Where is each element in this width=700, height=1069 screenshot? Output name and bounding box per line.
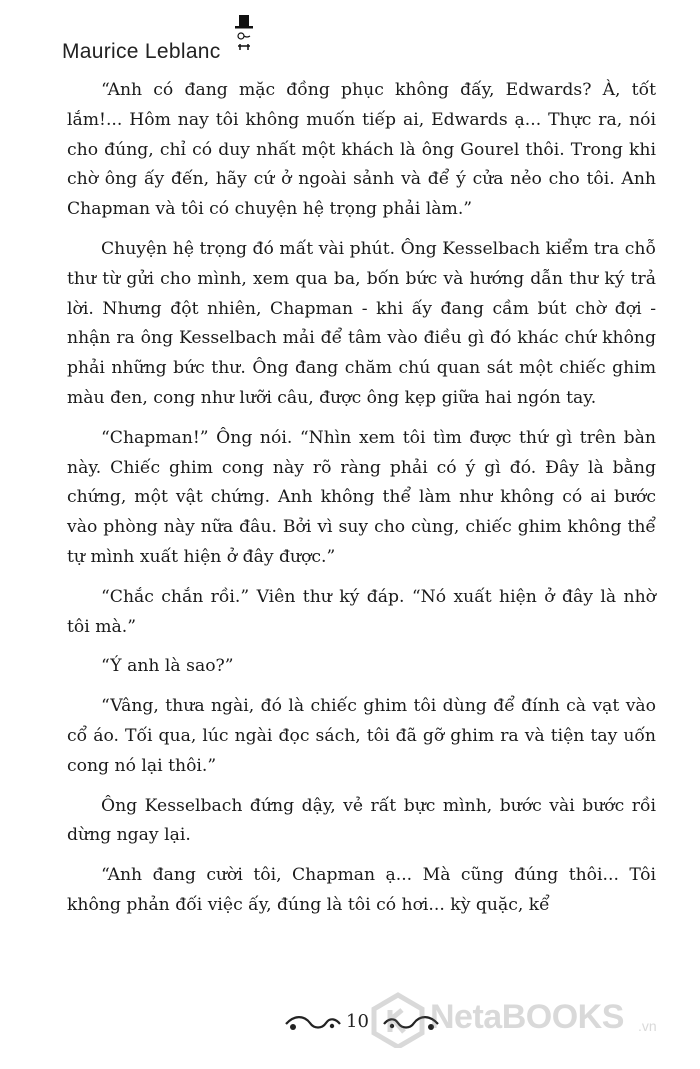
paragraph: “Vâng, thưa ngài, đó là chiếc ghim tôi dùng để đính cà vạt vào cổ áo. Tối qua, lúc ngài đọc sách, tôi đã gỡ ghim ra và tiện tay uốn cong nó lại thôi.” [67, 696, 656, 776]
paragraph: Chuyện hệ trọng đó mất vài phút. Ông Kesselbach kiểm tra chỗ thư từ gửi cho mình, xem qua ba, bốn bức và hướng dẫn thư ký trả lời. Nhưng đột nhiên, Chapman - khi ấy đang cầm bút chờ đợi - nhận ra ông Kesselbach mải để tâm vào điều gì đó khác chứ không phải những bức thư. Ông đang chăm chú quan sát một chiếc ghim màu đen, cong như lưỡi câu, được ông kẹp giữa hai ngón tay. [67, 238, 656, 408]
book-page-body [67, 76, 656, 931]
page-number: 10 [346, 1011, 369, 1032]
paragraph: “Anh đang cười tôi, Chapman ạ... Mà cũng đúng thôi... Tôi không phản đối việc ấy, đúng là tôi có hơi... kỳ quặc, kể [67, 865, 656, 915]
netabooks-watermark [370, 992, 690, 1048]
paragraph: “Chapman!” Ông nói. “Nhìn xem tôi tìm được thứ gì trên bàn này. Chiếc ghim cong này rõ ràng phải có ý gì đó. Đây là bằng chứng, một vật chứng. Anh không thể làm như không có ai bước vào phòng này nữa đâu. Bởi vì suy cho cùng, chiếc ghim không thể tự mình xuất hiện ở đây được.” [67, 427, 656, 567]
top-hat-monocle-icon [233, 14, 255, 54]
paragraph: “Ý anh là sao?” [101, 656, 234, 677]
watermark-suffix: .vn [638, 1018, 657, 1034]
paragraph: “Chắc chắn rồi.” Viên thư ký đáp. “Nó xuất hiện ở đây là nhờ tôi mà.” [67, 586, 656, 637]
paragraph: “Anh có đang mặc đồng phục không đấy, Edwards? À, tốt lắm!... Hôm nay tôi không muốn tiếp ai, Edwards ạ... Thực ra, nói cho đúng, chỉ có duy nhất một khách là ông Gourel thôi. Trong khi chờ ông ấy đến, hãy cứ ở ngoài sảnh và để ý cửa nẻo cho tôi. Anh Chapman và tôi có chuyện hệ trọng phải làm.” [67, 80, 656, 220]
running-header-author: Maurice Leblanc [62, 40, 221, 63]
flourish-left-icon [284, 1013, 342, 1035]
watermark-brand: NetaBOOKS [430, 998, 624, 1036]
paragraph: Ông Kesselbach đứng dậy, vẻ rất bực mình, bước vài bước rồi dừng ngay lại. [67, 795, 656, 846]
netabooks-logo-icon [370, 992, 426, 1048]
